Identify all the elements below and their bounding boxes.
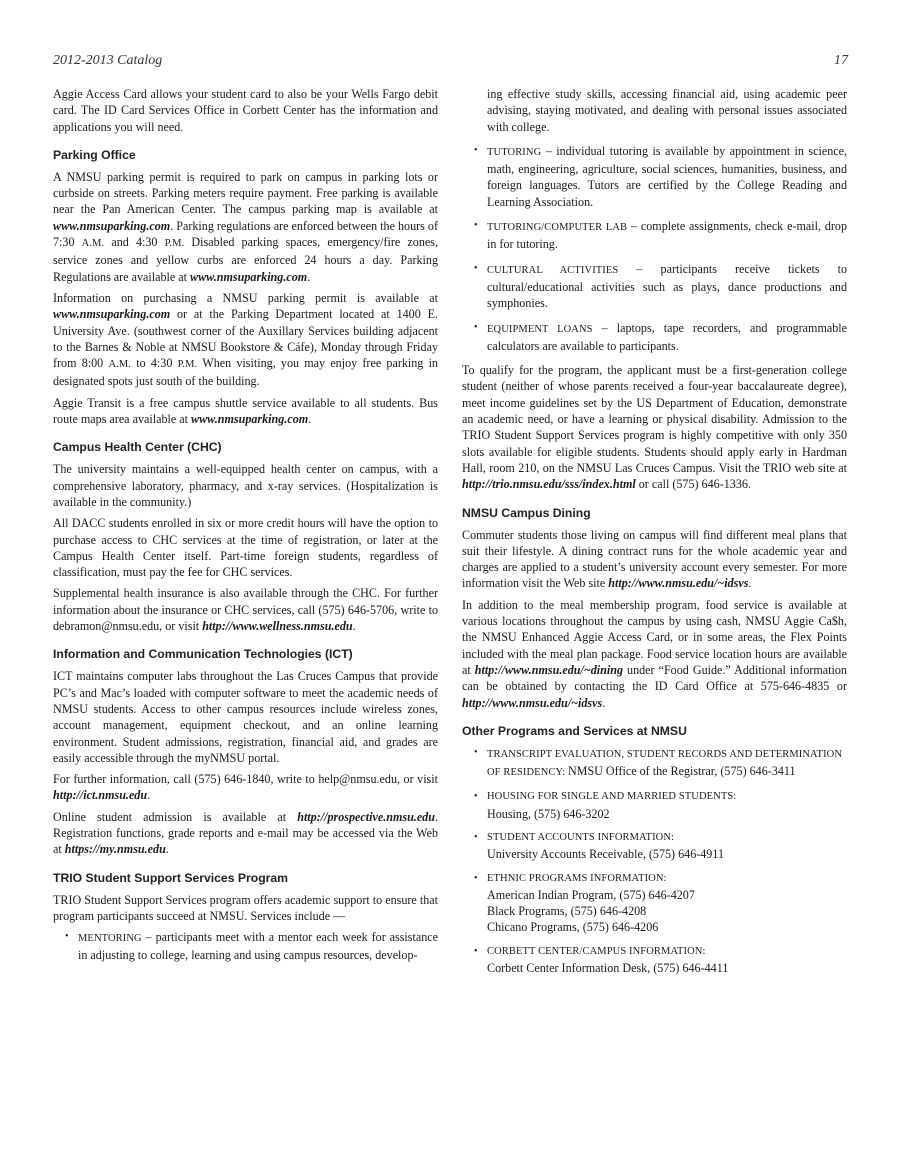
- bullet-icon: •: [474, 872, 478, 884]
- bullet-icon: •: [65, 931, 69, 943]
- program-contact: American Indian Program, (575) 646-4207: [487, 887, 695, 902]
- list-item: [462, 745, 847, 782]
- small-caps-text: A.M.: [108, 359, 132, 371]
- list-item: [462, 871, 847, 936]
- program-title: STUDENT ACCOUNTS INFORMATION:: [487, 831, 675, 843]
- bullet-icon: •: [474, 945, 478, 957]
- bullet-icon: •: [474, 831, 478, 843]
- program-contact: Housing, (575) 646-3202: [487, 806, 610, 821]
- dining-paragraph-2: In addition to the meal membership program, food service is available at various locations throughout the campus by using cash, NMSU Aggie Ca$h, the NMSU Enhanced Aggie Access Card, or in some areas, the Flex Points included with the meal plan package. Food service location hours are available at http://www.nmsu.edu/~dining under “Food Guide.” Additional information can be obtained by contacting the ID Card Office at 575-646-4835 or http://www.nmsu.edu/~idsvs.: [462, 597, 847, 710]
- program-contact: NMSU Office of the Registrar, (575) 646-3411: [567, 764, 796, 779]
- ict-paragraph-3: Online student admission is available at http://prospective.nmsu.edu. Registration functions, grade reports and e-mail may be accessed via the Web at https://my.nmsu.edu.: [53, 809, 438, 857]
- bullet-text: EQUIPMENT LOANS – laptops, tape recorders, and programmable calculators are available to participants.: [487, 320, 847, 353]
- web-link[interactable]: http://www.nmsu.edu/~idsvs: [608, 576, 749, 591]
- bullet-icon: •: [474, 746, 478, 758]
- web-link[interactable]: http://www.nmsu.edu/~dining: [474, 662, 624, 677]
- dining-heading: NMSU Campus Dining: [462, 505, 591, 520]
- other-programs-list: [462, 745, 847, 977]
- list-item: [462, 218, 847, 253]
- dining-paragraph-1: Commuter students those living on campus will find different meal plans that suit their lifestyle. A dining contract runs for the whole academic year and charges are applied to a student’s university account every semester. For more information visit the Web site http://www.nmsu.edu/~idsvs.: [462, 527, 847, 591]
- program-contact: University Accounts Receivable, (575) 646-4911: [487, 847, 725, 862]
- bullet-text: CULTURAL ACTIVITIES – participants receive tickets to cultural/educational activities such as plays, dance productions and symphonies.: [487, 261, 847, 311]
- parking-paragraph-1: A NMSU parking permit is required to park on campus in parking lots or curbside on streets. Parking meters require payment. Free parking is available near the Pan American Center. The campus parking map is available at www.nmsuparking.com. Parking regulations are enforced between the hours of 7:30 A.M. and 4:30 P.M. Disabled parking spaces, emergency/fire zones, service zones and yellow curbs are enforced 24 hours a day. Parking Regulations are available at www.nmsuparking.com.: [53, 169, 438, 284]
- bullet-icon: •: [474, 321, 478, 333]
- trio-services-list-continued: [462, 143, 847, 354]
- web-link[interactable]: http://www.wellness.nmsu.edu: [202, 619, 353, 634]
- bullet-icon: •: [474, 220, 478, 232]
- bullet-icon: •: [474, 262, 478, 274]
- page-number: 17: [834, 53, 848, 68]
- list-item: [462, 261, 847, 312]
- list-item: [462, 944, 847, 977]
- program-title: ETHNIC PROGRAMS INFORMATION:: [487, 872, 667, 884]
- program-title: HOUSING FOR SINGLE AND MARRIED STUDENTS:: [487, 791, 737, 803]
- web-link[interactable]: www.nmsuparking.com: [53, 307, 171, 322]
- list-item: [462, 143, 847, 210]
- web-link[interactable]: www.nmsuparking.com: [190, 269, 308, 284]
- parking-paragraph-2: Information on purchasing a NMSU parking permit is available at www.nmsuparking.com or at the Parking Department located at 1400 E. University Ave. (southwest corner of the Auxillary Services building adjacent to the Barnes & Noble at NMSU Bookstore & Cáfe), Monday through Friday from 8:00 A.M. to 4:30 P.M. When visiting, you may enjoy free parking in designated spots just south of the building.: [53, 290, 438, 389]
- program-contact: Chicano Programs, (575) 646-4206: [487, 920, 659, 935]
- trio-paragraph-1: TRIO Student Support Services program offers academic support to ensure that program participants succeed at NMSU. Services include —: [53, 892, 438, 923]
- web-link[interactable]: www.nmsuparking.com: [191, 412, 309, 427]
- small-caps-text: TUTORING: [487, 146, 542, 158]
- small-caps-text: TUTORING/COMPUTER LAB: [487, 222, 628, 234]
- program-title: CORBETT CENTER/CAMPUS INFORMATION:: [487, 945, 706, 957]
- bullet-text: MENTORING – participants meet with a mentor each week for assistance in adjusting to college, learning and using campus resources, develop-: [78, 930, 438, 963]
- bullet-text: TUTORING – individual tutoring is available by appointment in science, math, engineering, agriculture, social sciences, humanities, business, and foreign languages. Tutors are certified by the College Reading and Learning Association.: [487, 143, 847, 209]
- bullet-continuation: ing effective study skills, accessing financial aid, using academic peer advising, staying motivated, and dealing with personal issues associated with college.: [487, 87, 847, 134]
- other-programs-heading: Other Programs and Services at NMSU: [462, 723, 687, 738]
- small-caps-text: MENTORING: [78, 933, 142, 945]
- bullet-text: TUTORING/COMPUTER LAB – complete assignments, check e-mail, drop in for tutoring.: [487, 219, 848, 252]
- bullet-icon: •: [474, 144, 478, 156]
- web-link[interactable]: http://prospective.nmsu.edu: [297, 809, 435, 824]
- small-caps-text: P.M.: [177, 359, 198, 371]
- left-column: [53, 86, 438, 972]
- catalog-title: 2012-2013 Catalog: [53, 53, 163, 68]
- right-column: [462, 86, 847, 984]
- web-link[interactable]: http://ict.nmsu.edu: [53, 788, 148, 803]
- bullet-icon: •: [474, 791, 478, 803]
- ict-paragraph-2: For further information, call (575) 646-1840, write to help@nmsu.edu, or visit http://ict.nmsu.edu.: [53, 772, 438, 803]
- small-caps-text: EQUIPMENT LOANS: [487, 323, 593, 335]
- program-title: TRANSCRIPT EVALUATION, STUDENT RECORDS AND DETERMINATION OF RESIDENCY:: [487, 748, 843, 779]
- intro-paragraph: Aggie Access Card allows your student card to also be your Wells Fargo debit card. The ID Card Services Office in Corbett Center has the information and applications you will need.: [53, 87, 438, 134]
- web-link[interactable]: https://my.nmsu.edu: [64, 842, 166, 857]
- health-paragraph-2: All DACC students enrolled in six or more credit hours will have the option to purchase access to CHC services at the time of registration, or later at the Campus Health Center itself. Part-time foreign students, regardless of classification, must pay the fee for CHC services.: [53, 516, 438, 580]
- list-item: [53, 929, 438, 964]
- parking-paragraph-3: Aggie Transit is a free campus shuttle service available to all students. Bus route maps area available at www.nmsuparking.com.: [53, 395, 438, 427]
- list-item: [462, 830, 847, 863]
- web-link[interactable]: http://www.nmsu.edu/~idsvs: [462, 695, 603, 710]
- ict-heading: Information and Communication Technologies (ICT): [53, 647, 353, 662]
- list-item: [462, 789, 847, 822]
- program-contact: Corbett Center Information Desk, (575) 646-4411: [487, 961, 729, 976]
- parking-heading: Parking Office: [53, 147, 136, 162]
- small-caps-text: P.M.: [164, 238, 185, 250]
- trio-heading: TRIO Student Support Services Program: [53, 870, 288, 885]
- qualify-paragraph: To qualify for the program, the applicant must be a first-generation college student (neither of whose parents received a four-year baccalaureate degree), meet income guidelines set by the US Department of Education, demonstrate an academic need, or have a learning or physical disability. Admission to the TRIO Student Support Services program is highly competitive with only 350 slots available for eligible students. Students should apply early in Hardman Hall, room 210, on the NMSU Las Cruces Campus. Visit the TRIO web site at http://trio.nmsu.edu/sss/index.html or call (575) 646-1336.: [462, 363, 847, 492]
- ict-paragraph-1: ICT maintains computer labs throughout the Las Cruces Campus that provide PC’s and Mac’s loaded with computer software to meet the academic needs of NMSU students. Access to other campus resources include wireless zones, account management, equipment checkout, and an online learning environment. Student admissions, registration, financial aid, and grades are easily accessible through the myNMSU portal.: [53, 669, 438, 765]
- trio-services-list: [53, 929, 438, 964]
- health-paragraph-1: The university maintains a well-equipped health center on campus, with a comprehensive laboratory, pharmacy, and x-ray services. (Hospitalization is available in the community.): [53, 462, 438, 509]
- health-paragraph-3: Supplemental health insurance is also available through the CHC. For further information about the insurance or CHC services, call (575) 646-5706, write to debramon@nmsu.edu, or visit http://www.wellness.nmsu.edu.: [53, 586, 438, 634]
- running-head: [53, 53, 848, 73]
- small-caps-text: A.M.: [81, 238, 105, 250]
- list-item: [462, 320, 847, 355]
- program-contact: Black Programs, (575) 646-4208: [487, 904, 647, 919]
- web-link[interactable]: http://trio.nmsu.edu/sss/index.html: [462, 477, 636, 492]
- small-caps-text: CULTURAL ACTIVITIES: [487, 264, 619, 276]
- health-heading: Campus Health Center (CHC): [53, 440, 222, 455]
- web-link[interactable]: www.nmsuparking.com: [53, 218, 171, 233]
